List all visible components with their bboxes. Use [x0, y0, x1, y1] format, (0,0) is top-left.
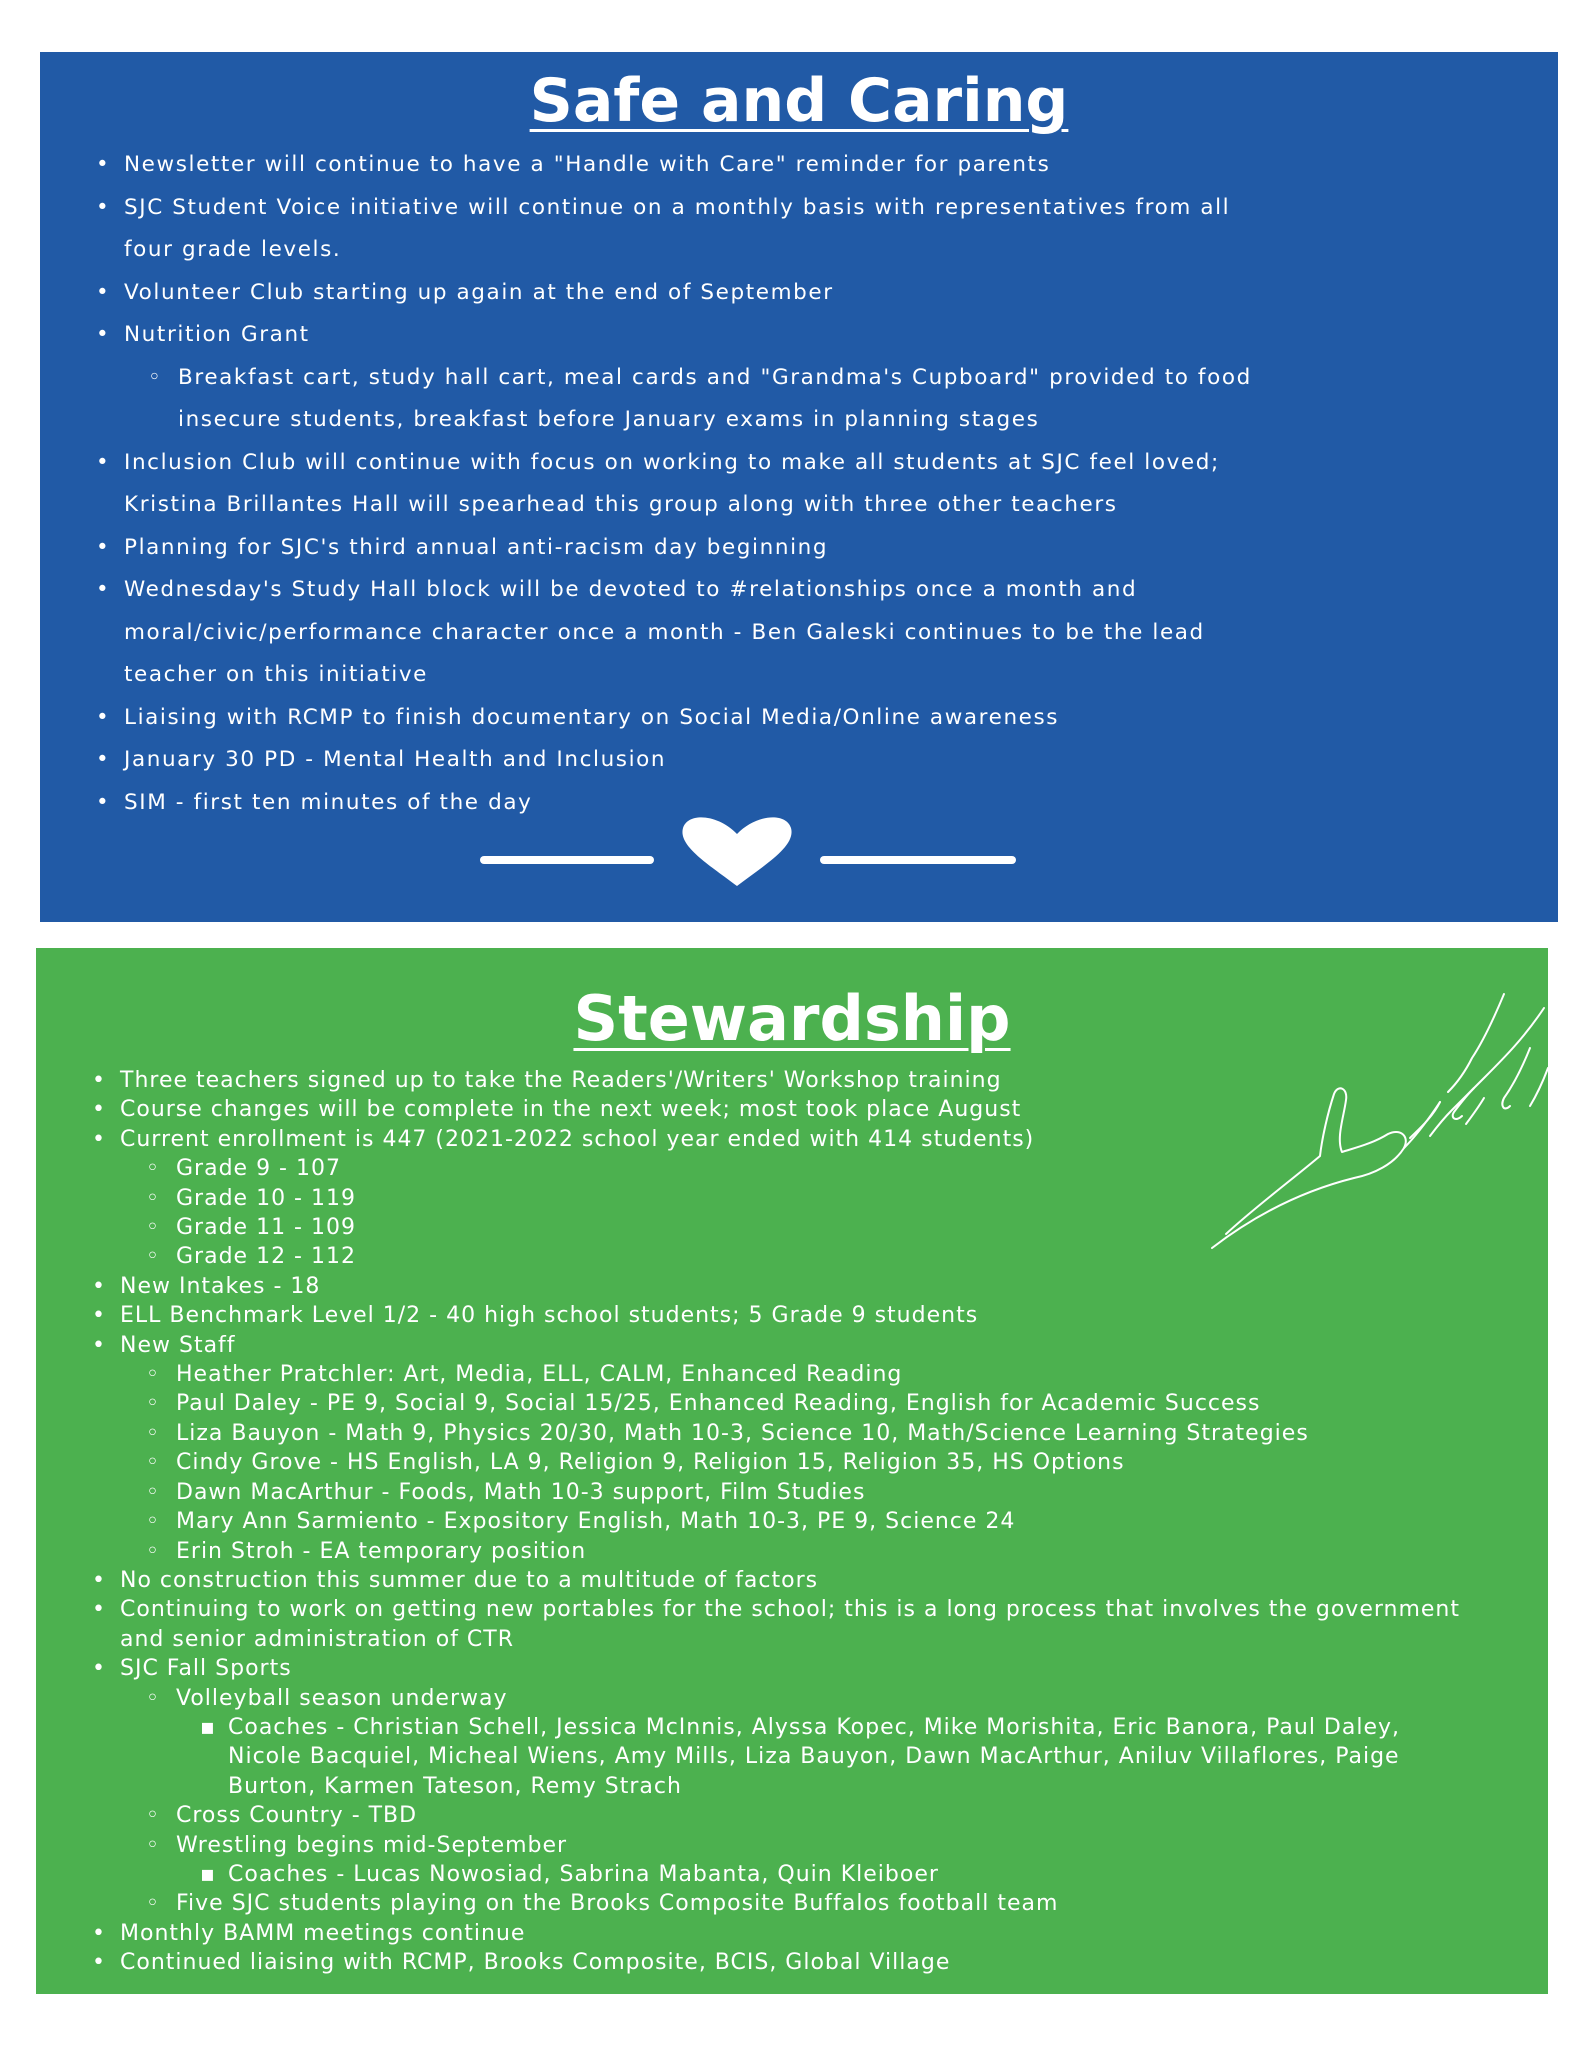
- list-item-continuation: and senior administration of CTR: [120, 1626, 515, 1652]
- list-item: ◦ Breakfast cart, study hall cart, meal cards and "Grandma's Cupboard" provided to food: [178, 357, 1252, 400]
- safe-and-caring-list: [124, 144, 1252, 824]
- list-item: • Three teachers signed up to take the Readers'/Writers' Workshop training: [120, 1066, 1460, 1095]
- list-item-continuation: Nicole Bacquiel, Micheal Wiens, Amy Mills, Liza Bauyon, Dawn MacArthur, Aniluv Villaflores, Paige: [228, 1744, 1400, 1770]
- list-item: ◦ Five SJC students playing on the Brooks Composite Buffalos football team: [176, 1889, 1460, 1918]
- list-item-continuation: Kristina Brillantes Hall will spearhead this group along with three other teachers: [124, 492, 1118, 517]
- list-item: • January 30 PD - Mental Health and Inclusion: [124, 739, 1252, 782]
- list-item: • Nutrition Grant: [124, 314, 1252, 357]
- list-item: • No construction this summer due to a multitude of factors: [120, 1566, 1460, 1595]
- list-item: ◦ Erin Stroh - EA temporary position: [176, 1537, 1460, 1566]
- list-item: ▪ Coaches - Lucas Nowosiad, Sabrina Mabanta, Quin Kleiboer: [228, 1860, 1460, 1889]
- safe-and-caring-panel: [40, 52, 1558, 922]
- list-item: • Current enrollment is 447 (2021-2022 school year ended with 414 students): [120, 1125, 1460, 1154]
- list-item: ◦ Cross Country - TBD: [176, 1801, 1460, 1830]
- list-item: • SJC Fall Sports: [120, 1654, 1460, 1683]
- list-item: • Planning for SJC's third annual anti-racism day beginning: [124, 527, 1252, 570]
- list-item-continuation: teacher on this initiative: [124, 662, 428, 687]
- safe-and-caring-title: Safe and Caring: [529, 66, 1069, 136]
- list-item: • Liaising with RCMP to finish documentary on Social Media/Online awareness: [124, 697, 1252, 740]
- list-item: • SJC Student Voice initiative will continue on a monthly basis with representatives from all: [124, 187, 1252, 230]
- list-item: ◦ Heather Pratchler: Art, Media, ELL, CALM, Enhanced Reading: [176, 1360, 1460, 1389]
- list-item: ◦ Liza Bauyon - Math 9, Physics 20/30, Math 10-3, Science 10, Math/Science Learning Strategies: [176, 1419, 1460, 1448]
- list-item: ◦ Grade 9 - 107: [176, 1154, 1460, 1183]
- list-item: ◦ Mary Ann Sarmiento - Expository English, Math 10-3, PE 9, Science 24: [176, 1507, 1460, 1536]
- list-item: • Continuing to work on getting new portables for the school; this is a long process that involves the government: [120, 1595, 1460, 1624]
- list-item: • Monthly BAMM meetings continue: [120, 1919, 1460, 1948]
- list-item: ◦ Cindy Grove - HS English, LA 9, Religion 9, Religion 15, Religion 35, HS Options: [176, 1448, 1460, 1477]
- list-item-continuation: moral/civic/performance character once a month - Ben Galeski continues to be the lead: [124, 619, 1205, 645]
- list-item: ◦ Wrestling begins mid-September: [176, 1831, 1460, 1860]
- list-item: ◦ Grade 12 - 112: [176, 1242, 1460, 1271]
- list-item-continuation: Burton, Karmen Tateson, Remy Strach: [228, 1773, 682, 1799]
- list-item: • Wednesday's Study Hall block will be devoted to #relationships once a month and: [124, 569, 1252, 612]
- list-item: ◦ Grade 11 - 109: [176, 1213, 1460, 1242]
- list-item: • Inclusion Club will continue with focus on working to make all students at SJC feel loved;: [124, 442, 1252, 485]
- list-item: • Continued liaising with RCMP, Brooks Composite, BCIS, Global Village: [120, 1948, 1460, 1977]
- heart-icon: [682, 817, 791, 886]
- list-item: • SIM - first ten minutes of the day: [124, 782, 1252, 825]
- list-item: • Course changes will be complete in the next week; most took place August: [120, 1095, 1460, 1124]
- heart-divider: [478, 814, 1018, 894]
- list-item: • New Staff: [120, 1331, 1460, 1360]
- list-item: ◦ Volleyball season underway: [176, 1684, 1460, 1713]
- list-item: • Newsletter will continue to have a "Handle with Care" reminder for parents: [124, 144, 1252, 187]
- list-item-continuation: four grade levels.: [124, 237, 342, 262]
- reaching-hands-icon: [1204, 988, 1548, 1258]
- list-item: ◦ Paul Daley - PE 9, Social 9, Social 15/25, Enhanced Reading, English for Academic Success: [176, 1389, 1460, 1418]
- stewardship-panel: [36, 948, 1548, 1994]
- list-item: ◦ Grade 10 - 119: [176, 1184, 1460, 1213]
- list-item: • ELL Benchmark Level 1/2 - 40 high school students; 5 Grade 9 students: [120, 1301, 1460, 1330]
- list-item: • Volunteer Club starting up again at the end of September: [124, 272, 1252, 315]
- list-item: • New Intakes - 18: [120, 1272, 1460, 1301]
- stewardship-title: Stewardship: [573, 982, 1011, 1055]
- list-item-continuation: insecure students, breakfast before January exams in planning stages: [178, 407, 1040, 432]
- list-item: ◦ Dawn MacArthur - Foods, Math 10-3 support, Film Studies: [176, 1478, 1460, 1507]
- list-item: ▪ Coaches - Christian Schell, Jessica McInnis, Alyssa Kopec, Mike Morishita, Eric Banora, Paul Daley,: [228, 1713, 1460, 1742]
